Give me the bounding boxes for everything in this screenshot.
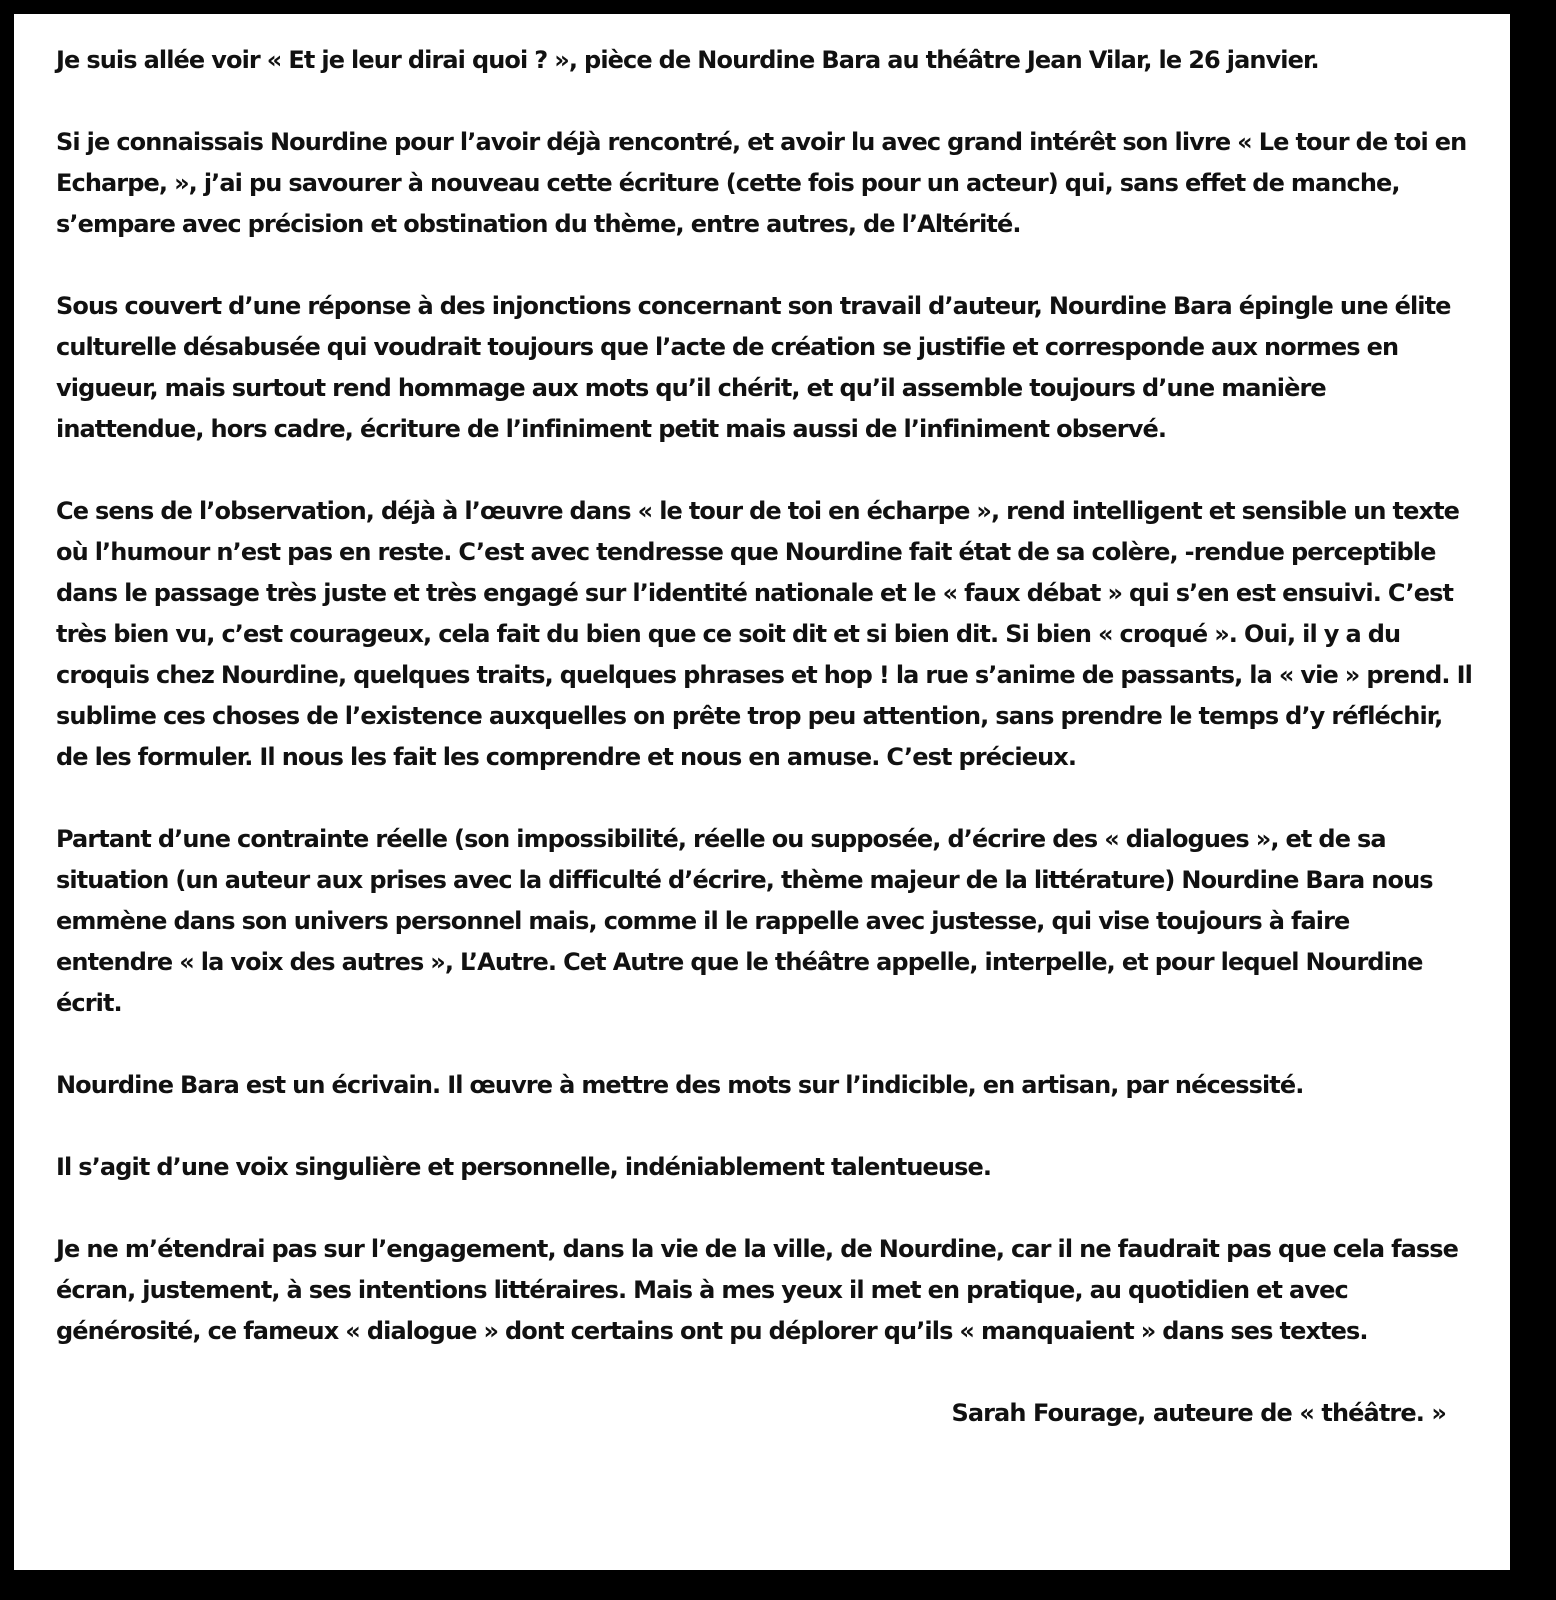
paragraph-cultural-elite: Sous couvert d’une réponse à des injonctions concernant son travail d’auteur, Nourdine Bara épingle une élite culturelle désabusée qui voudrait toujours que l’acte de création se justifie et corresponde aux normes en vigueur, mais surtout rend hommage aux mots qu’il chérit, et qu’il assemble toujours d’une manière inattendue, hors cadre, écriture de l’infiniment petit mais aussi de l’infiniment observé.	[56, 292, 1451, 443]
signature: Sarah Fourage, auteure de « théâtre. »	[951, 1399, 1446, 1427]
paragraph-intro: Je suis allée voir « Et je leur dirai quoi ? », pièce de Nourdine Bara au théâtre Jean Vilar, le 26 janvier.	[56, 46, 1319, 74]
paragraph-observation: Ce sens de l’observation, déjà à l’œuvre dans « le tour de toi en écharpe », rend intelligent et sensible un texte où l’humour n’est pas en reste. C’est avec tendresse que Nourdine fait état de sa colère, -rendue perceptible dans le passage très juste et très engagé sur l’identité nationale et le « faux débat » qui s’en est ensuivi. C’est très bien vu, c’est courageux, cela fait du bien que ce soit dit et si bien dit. Si bien « croqué ». Oui, il y a du croquis chez Nourdine, quelques traits, quelques phrases et hop ! la rue s’anime de passants, la « vie » prend. Il sublime ces choses de l’existence auxquelles on prête trop peu attention, sans prendre le temps d’y réfléchir, de les formuler. Il nous les fait les comprendre et nous en amuse. C’est précieux.	[56, 497, 1472, 771]
paragraph-voice: Il s’agit d’une voix singulière et personnelle, indéniablement talentueuse.	[56, 1153, 992, 1181]
paragraph-constraint: Partant d’une contrainte réelle (son impossibilité, réelle ou supposée, d’écrire des « dialogues », et de sa situation (un auteur aux prises avec la difficulté d’écrire, thème majeur de la littérature) Nourdine Bara nous emmène dans son univers personnel mais, comme il le rappelle avec justesse, qui vise toujours à faire entendre « la voix des autres », L’Autre. Cet Autre que le théâtre appelle, interpelle, et pour lequel Nourdine écrit.	[56, 825, 1433, 1017]
document-page	[14, 14, 1510, 1570]
paragraph-book-reference: Si je connaissais Nourdine pour l’avoir déjà rencontré, et avoir lu avec grand intérêt son livre « Le tour de toi en Echarpe, », j’ai pu savourer à nouveau cette écriture (cette fois pour un acteur) qui, sans effet de manche, s’empare avec précision et obstination du thème, entre autres, de l’Altérité.	[56, 128, 1467, 238]
paragraph-writer: Nourdine Bara est un écrivain. Il œuvre à mettre des mots sur l’indicible, en artisan, par nécessité.	[56, 1071, 1304, 1099]
paragraph-engagement: Je ne m’étendrai pas sur l’engagement, dans la vie de la ville, de Nourdine, car il ne faudrait pas que cela fasse écran, justement, à ses intentions littéraires. Mais à mes yeux il met en pratique, au quotidien et avec générosité, ce fameux « dialogue » dont certains ont pu déplorer qu’ils « manquaient » dans ses textes.	[56, 1235, 1459, 1345]
